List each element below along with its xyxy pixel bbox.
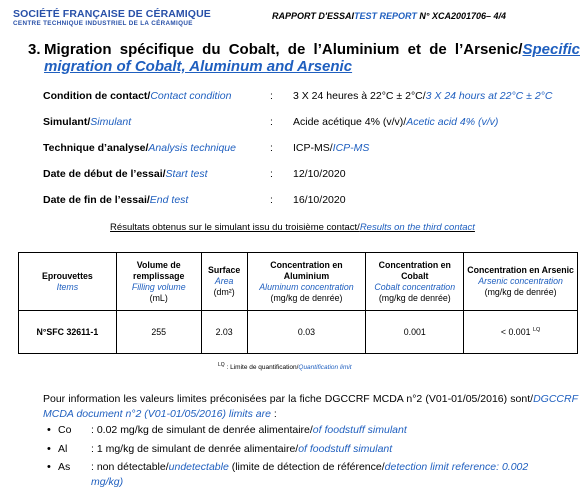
info-key (43, 116, 131, 128)
cell-cobalt: 0.001 (366, 311, 464, 354)
cell-arsenic-value: < 0.001 (500, 327, 531, 337)
info-colon: : (270, 168, 273, 180)
section-title (44, 41, 580, 75)
cell-volume: 255 (116, 311, 201, 354)
limit-element: As (58, 461, 71, 473)
results-title-fr: Résultats obtenus sur le simulant issu du troisième contact/ (110, 222, 360, 233)
results-title (0, 222, 585, 233)
bullet-icon: • (47, 424, 51, 436)
column-header-volume (116, 253, 201, 311)
header-en: Filling volume (131, 281, 186, 292)
column-header-aluminium (247, 253, 366, 311)
section-title-fr: Migration spécifique du Cobalt, de l’Aluminium et de l’Arsenic/ (44, 41, 523, 58)
info-paragraph-colon: : (270, 408, 277, 420)
table-row (19, 311, 578, 354)
info-key-fr: Date de fin de l’essai/ (43, 194, 150, 206)
limit-text (91, 423, 551, 438)
info-key-en: Contact condition (150, 90, 232, 102)
info-key-en: End test (149, 194, 189, 206)
info-key (43, 142, 236, 154)
header-fr: Volume de remplissage (133, 259, 185, 281)
bullet-icon: • (47, 443, 51, 455)
header-fr: Surface (207, 265, 241, 275)
lq-note-fr: : Limite de quantification/ (224, 364, 299, 372)
info-value-fr: 12/10/2020 (293, 168, 346, 180)
header-en: Items (56, 281, 79, 292)
limit-text-fr: : 1 mg/kg de simulant de denrée alimentaire/ (91, 443, 299, 455)
limit-text-en: of foodstuff simulant (312, 424, 407, 436)
column-header-items (19, 253, 117, 311)
cell-arsenic (464, 311, 578, 354)
org-subtitle: CENTRE TECHNIQUE INDUSTRIEL DE LA CÉRAMIQUE (13, 20, 193, 27)
info-value-fr: Acide acétique 4% (v/v)/ (293, 116, 407, 128)
info-key (43, 90, 231, 102)
header-fr: Eprouvettes (41, 270, 93, 281)
info-value (293, 194, 346, 206)
info-key-fr: Technique d’analyse/ (43, 142, 149, 154)
section-number: 3. (28, 41, 41, 58)
results-table (18, 252, 578, 354)
info-key-en: Simulant (90, 116, 132, 128)
header-fr: Concentration en Arsenic (467, 265, 574, 275)
lq-superscript: LQ (532, 327, 541, 334)
limit-text (91, 460, 551, 490)
info-key (43, 194, 188, 206)
info-key (43, 168, 208, 180)
info-colon: : (270, 142, 273, 154)
info-value-fr: 16/10/2020 (293, 194, 346, 206)
header-unit: (mL) (149, 292, 168, 303)
header-unit: (mg/kg de denrée) (484, 287, 557, 297)
info-paragraph (43, 392, 578, 422)
info-value-en: ICP-MS (332, 142, 370, 154)
column-header-area (201, 253, 247, 311)
bullet-icon: • (47, 461, 51, 473)
lq-note-sup: LQ (218, 362, 225, 368)
info-colon: : (270, 90, 273, 102)
section-title-en: Specific migration of Cobalt, Aluminum and Arsenic (44, 41, 580, 75)
column-header-cobalt (366, 253, 464, 311)
info-key-en: Start test (165, 168, 208, 180)
header-en: Aluminum concentration (259, 281, 354, 292)
cell-area: 2.03 (201, 311, 247, 354)
table-header-row (19, 253, 578, 311)
limit-text-en: of foodstuff simulant (298, 443, 393, 455)
header-unit: (dm²) (213, 287, 235, 297)
header-unit: (mg/kg de denrée) (378, 292, 451, 303)
info-value-en: 3 X 24 hours at 22°C ± 2°C (425, 90, 553, 102)
info-value-fr: ICP-MS/ (293, 142, 333, 154)
info-value-fr: 3 X 24 heures à 22°C ± 2°C/ (293, 90, 426, 102)
info-key-fr: Simulant/ (43, 116, 91, 128)
org-name: SOCIÉTÉ FRANÇAISE DE CÉRAMIQUE (13, 8, 211, 20)
header-en: Cobalt concentration (374, 281, 456, 292)
report-label-en: TEST REPORT (354, 11, 417, 21)
info-paragraph-fr: Pour information les valeurs limites préconisées par la fiche DGCCRF MCDA n°2 (V01-01/05/2016) sont/ (43, 393, 534, 405)
header-fr: Concentration en Cobalt (378, 259, 451, 281)
lq-note-en: Quantification limit (298, 364, 352, 372)
header-en: Arsenic concentration (478, 276, 563, 286)
info-value-en: Acetic acid 4% (v/v) (406, 116, 499, 128)
limit-element: Co (58, 424, 72, 436)
limit-text-fr: : 0.02 mg/kg de simulant de denrée alimentaire/ (91, 424, 313, 436)
report-number: N° XCA2001706– 4/4 (416, 11, 506, 21)
info-key-en: Analysis technique (148, 142, 236, 154)
header-en: Area (214, 276, 234, 286)
report-label-fr: RAPPORT D'ESSAI (272, 11, 354, 21)
cell-sample: N°SFC 32611-1 (19, 311, 117, 354)
header-unit: (mg/kg de denrée) (270, 292, 343, 303)
header-fr: Concentration en Aluminium (270, 259, 343, 281)
info-key-fr: Date de début de l’essai/ (43, 168, 166, 180)
info-key-fr: Condition de contact/ (43, 90, 151, 102)
info-value (293, 168, 346, 180)
limit-text-fr-2: (limite de détection de référence/ (228, 461, 385, 473)
limit-text-en: undetectable (168, 461, 229, 473)
info-colon: : (270, 194, 273, 206)
results-title-en: Results on the third contact (359, 222, 475, 233)
info-colon: : (270, 116, 273, 128)
report-reference (272, 11, 506, 21)
info-value (293, 90, 552, 102)
limit-text-en-2: detection limit reference: 0.002 mg/kg) (91, 461, 529, 488)
limit-text-fr: : non détectable/ (91, 461, 169, 473)
limit-text (91, 442, 551, 457)
lq-note (218, 362, 352, 371)
cell-aluminium: 0.03 (247, 311, 366, 354)
limit-element: Al (58, 443, 68, 455)
column-header-arsenic (464, 253, 578, 311)
info-value (293, 142, 369, 154)
info-paragraph-en: DGCCRF MCDA document n°2 (V01-01/05/2016) limits are (43, 393, 578, 420)
info-value (293, 116, 498, 128)
